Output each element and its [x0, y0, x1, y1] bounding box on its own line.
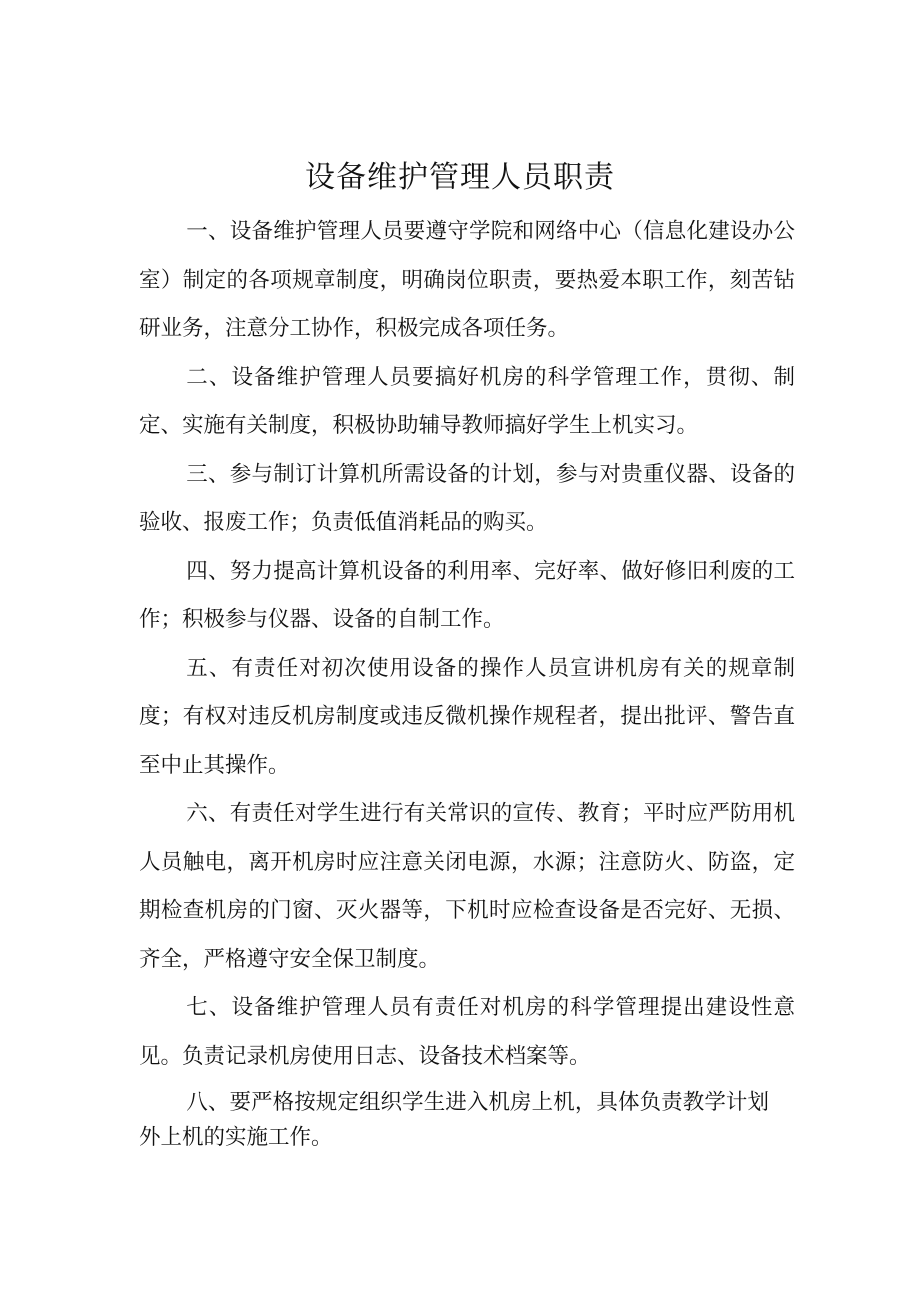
paragraph-5: 五、有责任对初次使用设备的操作人员宣讲机房有关的规章制度；有权对违反机房制度或违反微机操作规程者，提出批评、警告直至中止其操作。 [139, 655, 795, 778]
paragraph-2: 二、设备维护管理人员要搞好机房的科学管理工作，贯彻、制定、实施有关制度，积极协助辅导教师搞好学生上机实习。 [139, 364, 795, 438]
paragraph-1: 一、设备维护管理人员要遵守学院和网络中心（信息化建设办公室）制定的各项规章制度，明确岗位职责，要热爱本职工作，刻苦钻研业务，注意分工协作，积极完成各项任务。 [139, 219, 795, 341]
paragraph-4: 四、努力提高计算机设备的利用率、完好率、做好修旧利废的工作；积极参与仪器、设备的自制工作。 [139, 558, 795, 632]
document-title: 设备维护管理人员职责 [305, 160, 615, 196]
paragraph-3: 三、参与制订计算机所需设备的计划，参与对贵重仪器、设备的验收、报废工作；负责低值消耗品的购买。 [139, 461, 795, 535]
paragraph-7: 七、设备维护管理人员有责任对机房的科学管理提出建设性意见。负责记录机房使用日志、设备技术档案等。 [139, 995, 795, 1069]
paragraph-8: 八、要严格按规定组织学生进入机房上机，具体负责教学计划外上机的实施工作。 [139, 1090, 769, 1150]
paragraph-6: 六、有责任对学生进行有关常识的宣传、教育；平时应严防用机人员触电，离开机房时应注意关闭电源，水源；注意防火、防盗，定期检查机房的门窗、灭火器等，下机时应检查设备是否完好、无损、齐全，严格遵守安全保卫制度。 [139, 801, 795, 972]
document-body [139, 208, 795, 1155]
